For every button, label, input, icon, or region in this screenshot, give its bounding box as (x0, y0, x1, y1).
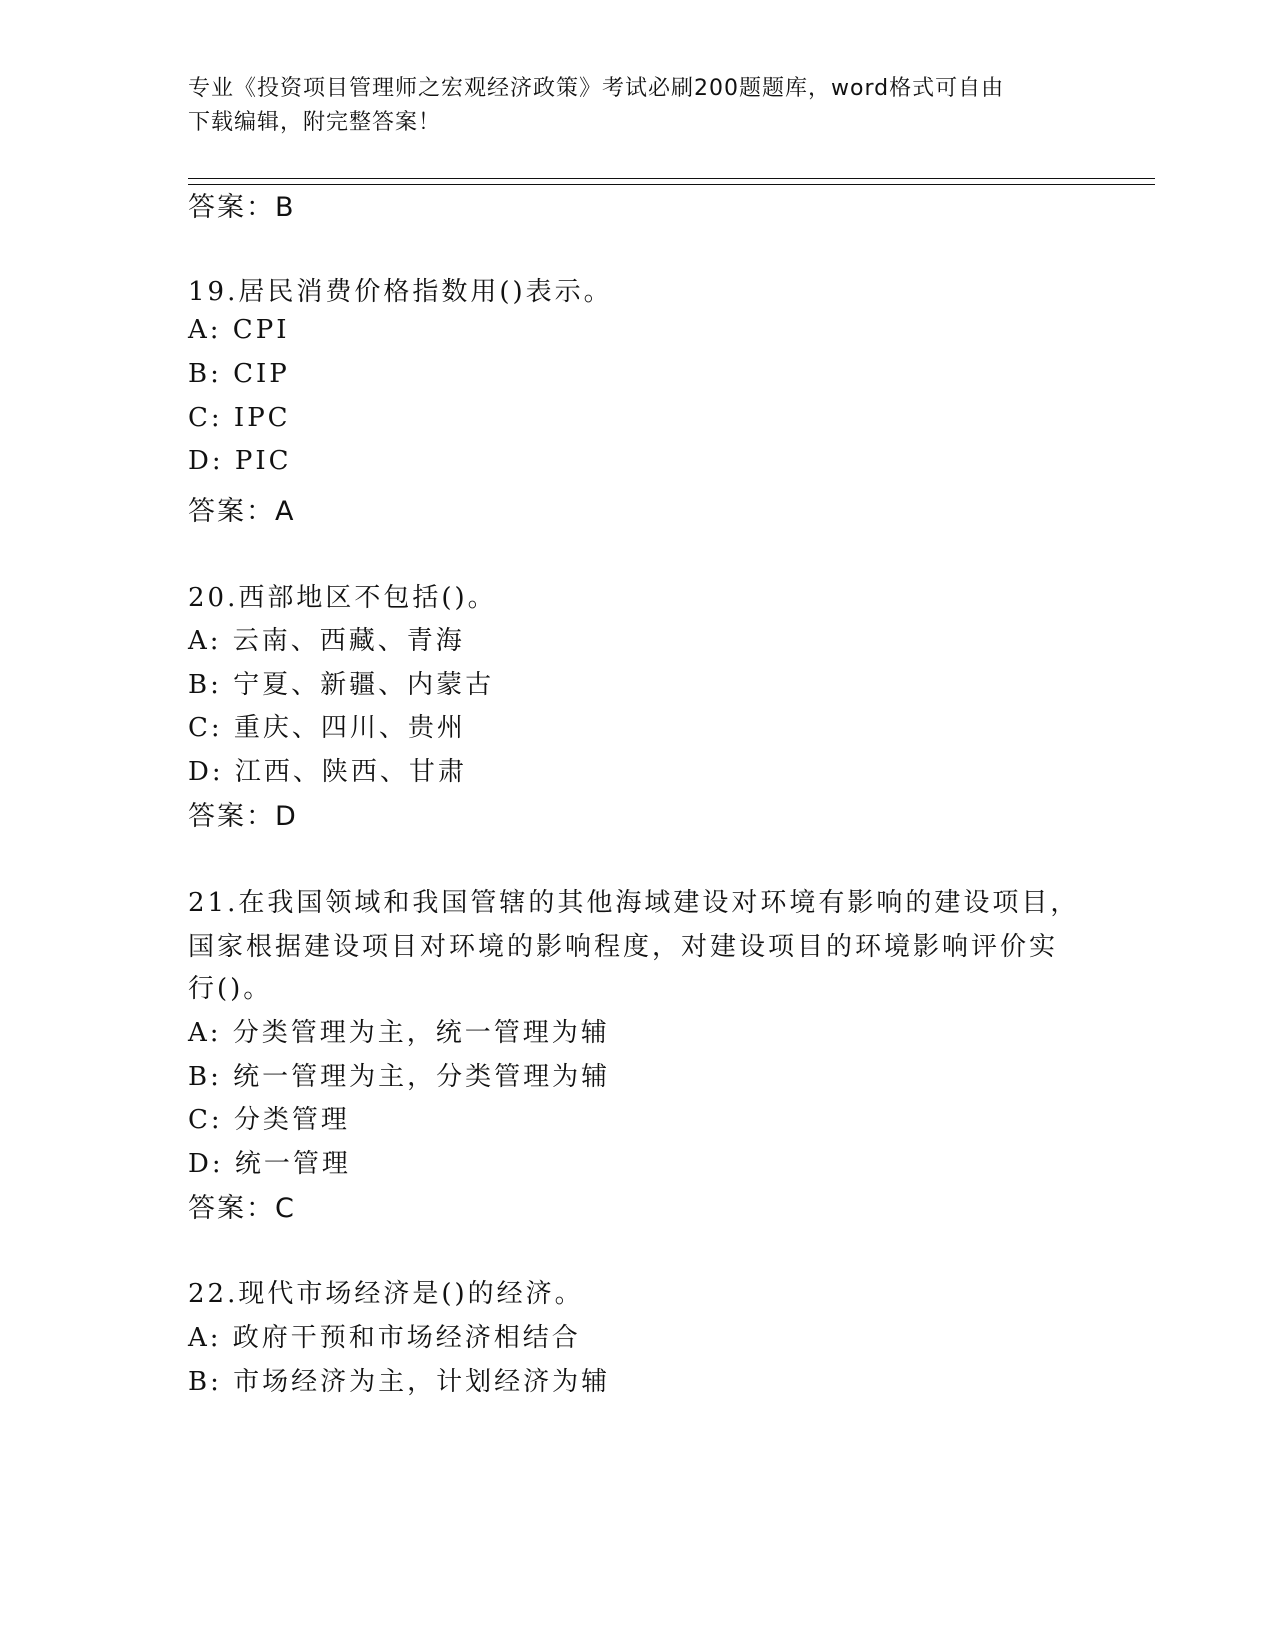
question-22-stem: 22.现代市场经济是()的经济。 (188, 1279, 584, 1309)
question-21-stem-line-3: 行()。 (188, 974, 273, 1004)
question-19-option-c: C: IPC (188, 403, 291, 433)
question-19-option-b: B: CIP (188, 359, 290, 389)
header-rule-top (188, 178, 1155, 179)
question-19-option-d: D: PIC (188, 446, 292, 476)
question-19-stem: 19.居民消费价格指数用()表示。 (188, 277, 613, 307)
header-rule-bottom (188, 184, 1155, 185)
question-20-option-a: A: 云南、西藏、青海 (188, 626, 465, 656)
question-20-option-c: C: 重庆、四川、贵州 (188, 713, 466, 743)
question-20-answer: 答案：D (188, 801, 298, 832)
previous-answer: 答案：B (188, 192, 296, 223)
question-20-option-b: B: 宁夏、新疆、内蒙古 (188, 670, 495, 700)
question-19-answer: 答案：A (188, 496, 296, 527)
question-21-answer: 答案：C (188, 1193, 296, 1224)
question-21-option-c: C: 分类管理 (188, 1105, 350, 1135)
question-21-stem-line-2: 国家根据建设项目对环境的影响程度，对建设项目的环境影响评价实 (188, 932, 1059, 962)
question-20-stem: 20.西部地区不包括()。 (188, 583, 497, 613)
question-21-option-a: A: 分类管理为主，统一管理为辅 (188, 1018, 610, 1048)
question-21-option-d: D: 统一管理 (188, 1149, 351, 1179)
question-22-option-b: B: 市场经济为主，计划经济为辅 (188, 1367, 611, 1397)
header-line-1: 专业《投资项目管理师之宏观经济政策》考试必刷200题题库，word格式可自由 (188, 76, 1005, 101)
question-20-option-d: D: 江西、陕西、甘肃 (188, 757, 467, 787)
question-21-option-b: B: 统一管理为主，分类管理为辅 (188, 1062, 611, 1092)
question-19-option-a: A: CPI (188, 315, 290, 345)
header-line-2: 下载编辑，附完整答案！ (188, 110, 442, 135)
question-22-option-a: A: 政府干预和市场经济相结合 (188, 1323, 581, 1353)
question-21-stem-line-1: 21.在我国领域和我国管辖的其他海域建设对环境有影响的建设项目， (188, 888, 1080, 918)
document-header (188, 72, 1068, 140)
